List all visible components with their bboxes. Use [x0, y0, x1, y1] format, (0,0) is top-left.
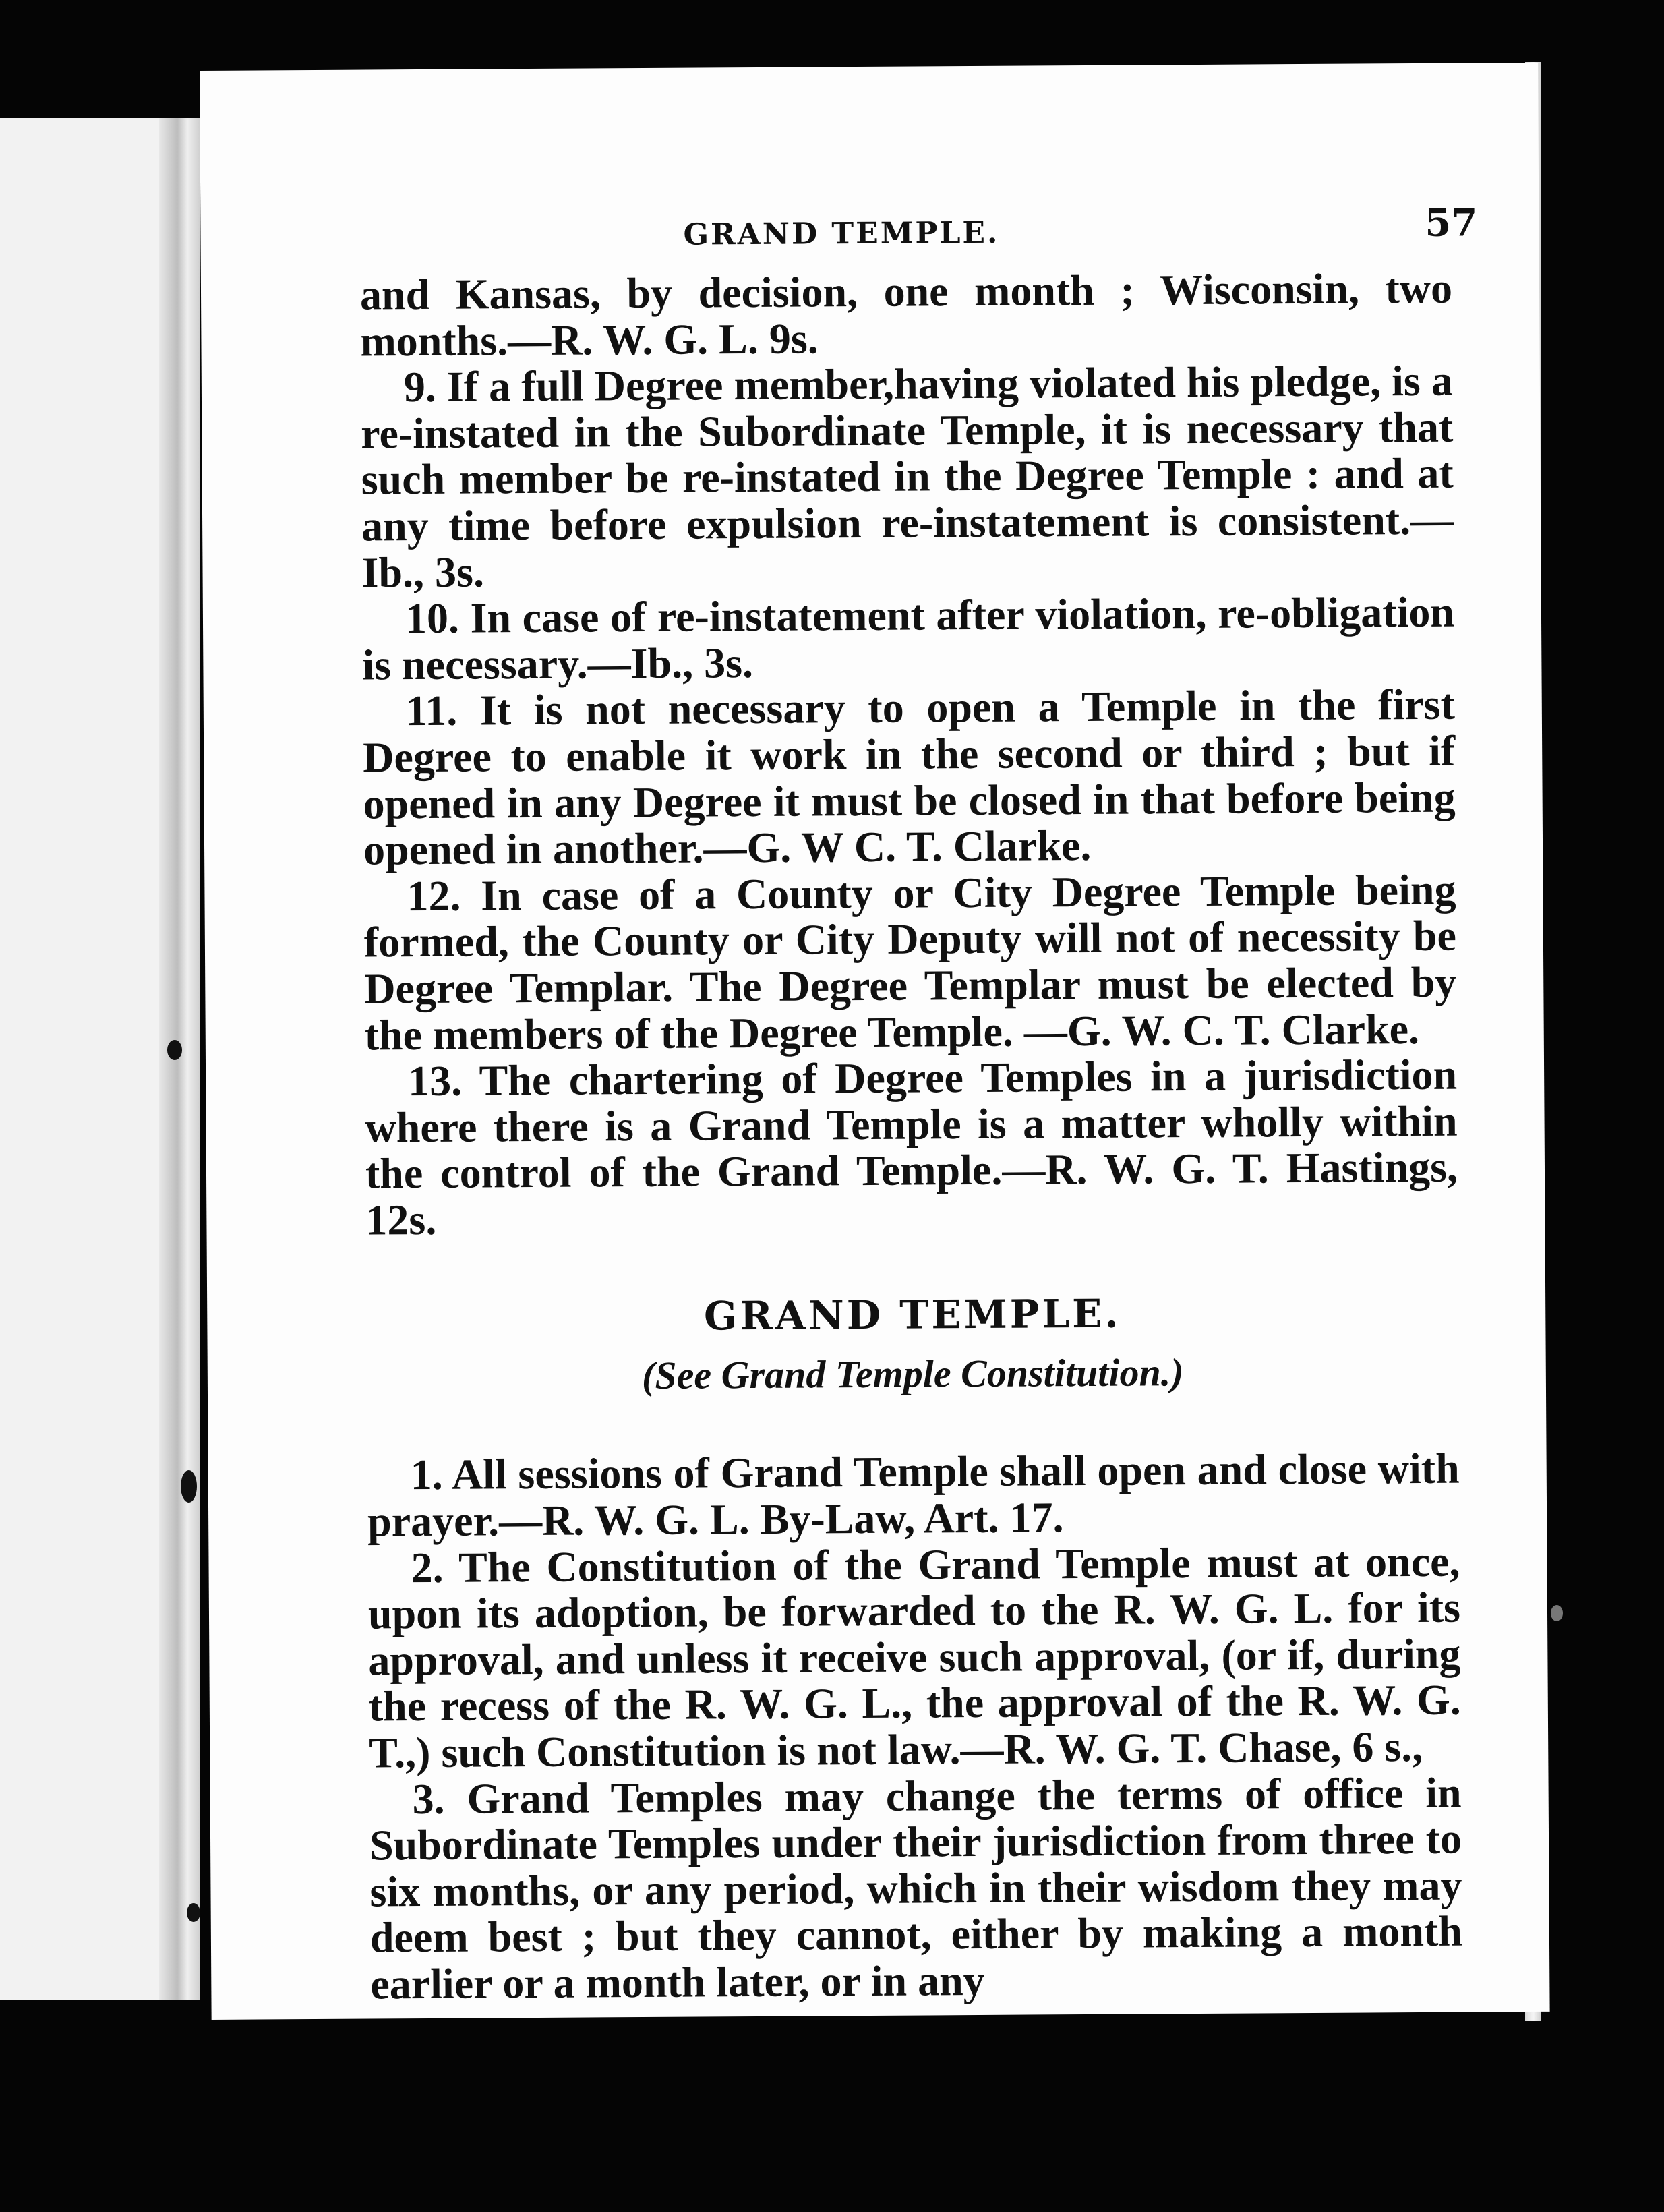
book-page — [200, 63, 1550, 2020]
paragraph-continued: and Kansas, by decision, one month ; Wisconsin, two months.—R. W. G. L. 9s. — [359, 264, 1453, 366]
page-number: 57 — [1425, 200, 1478, 245]
paragraph-11: 11. It is not necessary to open a Temple in the first Degree to enable it work in the second or third ; but if opened in any Degree it must be closed in that before being opened in another.—G. W C. T. Clarke. — [363, 680, 1456, 874]
paragraph-13: 13. The chartering of Degree Temples in a jurisdiction where there is a Grand Temple is a matter wholly within the control of the Grand Temple.—R. W. G. T. Hastings, 12s. — [365, 1050, 1458, 1244]
running-head-title: GRAND TEMPLE. — [683, 215, 1000, 252]
paragraph-12: 12. In case of a County or City Degree Temple being formed, the County or City Deputy will not of necessity be Degree Templar. The Degree Templar must be elected by the members of the Degree Temple. —G. W. C. T. Clarke. — [363, 865, 1457, 1059]
dust-speck — [1551, 1605, 1563, 1621]
binding-mark — [167, 1040, 182, 1060]
paragraph-2: 2. The Constitution of the Grand Temple must at once, upon its adoption, be forwarded to the R. W. G. L. for its approval, and unless it receive such approval, (or if, during the recess of the R. W. G. L., the approval of the R. W. G. T.,) such Constitution is not law.—R. W. G. T. Chase, 6 s., — [367, 1537, 1462, 1777]
page-content — [359, 185, 1478, 2008]
running-head — [359, 185, 1478, 272]
section-cross-reference: (See Grand Temple Constitution.) — [641, 1350, 1184, 1398]
paragraph-10: 10. In case of re-instatement after violation, re-obligation is necessary.—Ib., 3s. — [362, 587, 1455, 689]
paragraph-9: 9. If a full Degree member,having violated his pledge, is a re-instated in the Subordinate Temple, it is necessary that such member be re-instated in the Degree Temple : and at any time before expulsion re-instatement is consistent.—Ib., 3s. — [361, 356, 1454, 597]
paragraph-3: 3. Grand Temples may change the terms of office in Subordinate Temples under their jurisdiction from three to six months, or any period, which in their wisdom they may deem best ; but they cannot, either by making a month earlier or a month later, or in any — [369, 1768, 1463, 2008]
paragraph-1: 1. All sessions of Grand Temple shall open and close with prayer.—R. W. G. L. By-Law, Art. 17. — [367, 1445, 1460, 1546]
section-heading: GRAND TEMPLE. — [703, 1291, 1121, 1339]
book-gutter — [159, 118, 200, 2000]
binding-mark — [187, 1903, 200, 1922]
binding-mark — [181, 1470, 197, 1503]
